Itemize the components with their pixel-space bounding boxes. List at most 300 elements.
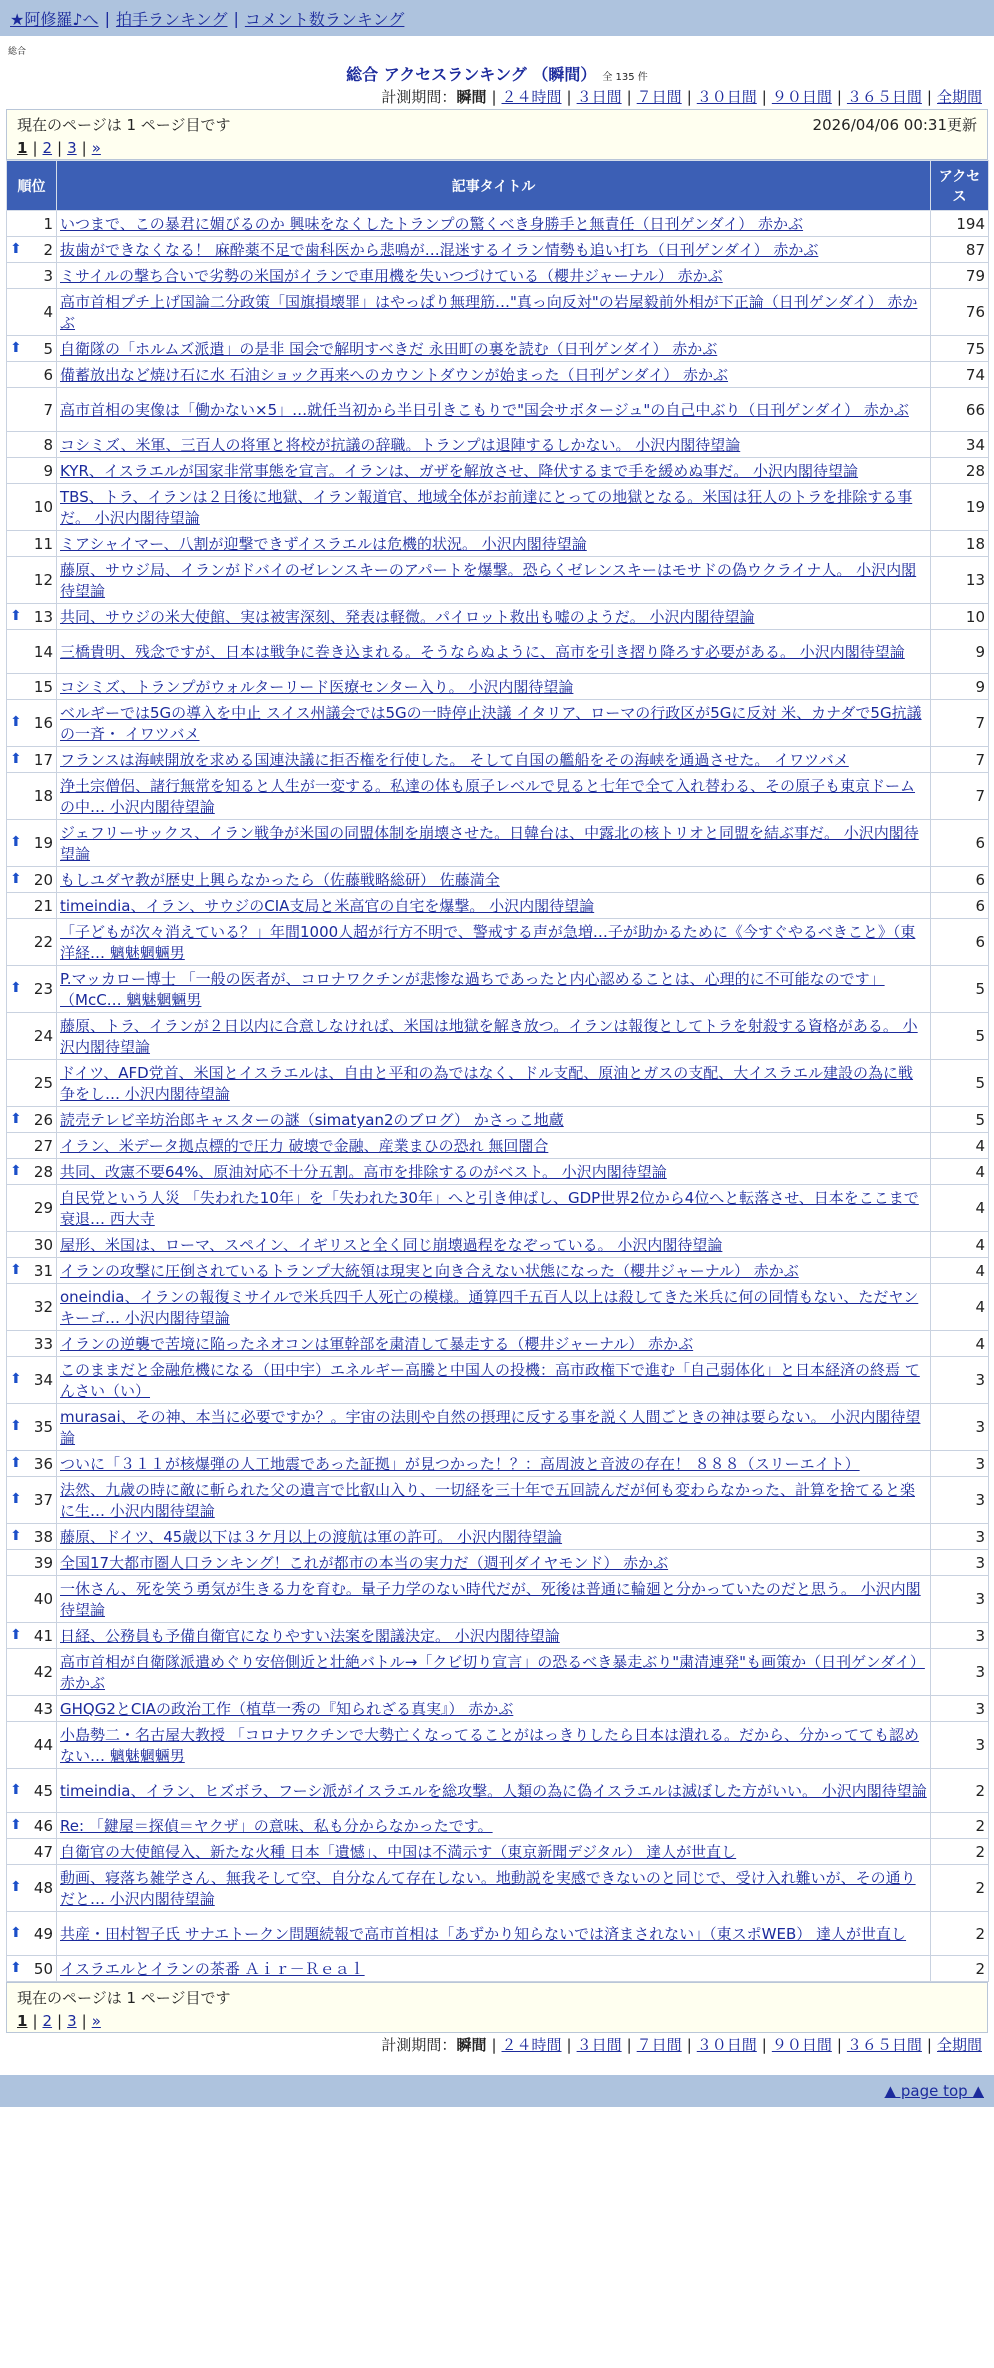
- rank-cell: [7, 1813, 57, 1839]
- current-page-text: 現在のページは 1 ページ目です: [17, 1989, 231, 2007]
- title-cell: [57, 1649, 931, 1696]
- title-cell: [57, 867, 931, 893]
- rank-number: 35: [33, 1418, 53, 1436]
- table-row: [7, 1060, 989, 1107]
- rank-number: 19: [33, 834, 53, 852]
- rank-cell: [7, 237, 57, 263]
- rank-cell: [7, 557, 57, 604]
- period-separator: |: [926, 2036, 932, 2054]
- period-separator: |: [626, 88, 632, 106]
- title-cell: [57, 1550, 931, 1576]
- access-count: 2: [931, 1912, 989, 1956]
- title-cell: [57, 1576, 931, 1623]
- up-arrow-icon: ⬆: [10, 714, 22, 730]
- update-timestamp: 2026/04/06 00:31更新: [812, 116, 977, 134]
- access-count: 3: [931, 1524, 989, 1550]
- rank-number: 47: [33, 1842, 53, 1861]
- title-cell: [57, 1284, 931, 1331]
- access-count: 5: [931, 1107, 989, 1133]
- table-row: [7, 919, 989, 966]
- rank-number: 9: [43, 461, 53, 480]
- article-link[interactable]: 備蓄放出など焼け石に水 石油ショック再来へのカウントダウンが始まった（日刊ゲンダイ） 赤かぶ: [60, 366, 729, 384]
- title-cell: [57, 1696, 931, 1722]
- access-count: 5: [931, 1060, 989, 1107]
- table-row: [7, 1133, 989, 1159]
- rank-cell: [7, 1477, 57, 1524]
- rank-cell: [7, 531, 57, 557]
- access-count: 194: [931, 211, 989, 237]
- article-link[interactable]: コシミズ、米軍、三百人の将軍と将校が抗議の辞職。トランプは退陣するしかない。 小沢内閣待望論: [60, 436, 741, 454]
- title-cell: [57, 557, 931, 604]
- table-row: [7, 966, 989, 1013]
- ranking-title: 総合 アクセスランキング （瞬間）: [346, 65, 597, 84]
- period-separator: |: [626, 2036, 632, 2054]
- article-link[interactable]: 浄土宗僧侶、諸行無常を知ると人生が一変する。私達の体も原子レベルで見ると七年で全て入れ替わる、その原子も東京ドームの中… 小沢内閣待望論: [60, 777, 916, 816]
- up-arrow-icon: ⬆: [10, 1879, 22, 1895]
- period-separator: |: [836, 2036, 842, 2054]
- rank-number: 2: [43, 240, 53, 259]
- rank-cell: [7, 362, 57, 388]
- page-separator: |: [57, 2012, 63, 2030]
- table-row: [7, 1865, 989, 1912]
- access-count: 3: [931, 1696, 989, 1722]
- table-row: [7, 336, 989, 362]
- access-count: 3: [931, 1550, 989, 1576]
- title-cell: [57, 484, 931, 531]
- period-separator: |: [836, 88, 842, 106]
- title-cell: [57, 1159, 931, 1185]
- rank-cell: [7, 1696, 57, 1722]
- access-count: 6: [931, 820, 989, 867]
- paging-box: [6, 109, 988, 160]
- rank-number: 11: [33, 534, 53, 553]
- table-row: [7, 674, 989, 700]
- rank-number: 25: [33, 1074, 53, 1092]
- title-cell: [57, 1107, 931, 1133]
- rank-number: 6: [43, 365, 53, 384]
- article-link[interactable]: 藤原、ドイツ、45歳以下は３ケ月以上の渡航は軍の許可。 小沢内閣待望論: [60, 1528, 563, 1546]
- article-link[interactable]: 高市首相が自衛隊派遣めぐり安倍側近と壮絶バトル→「クビ切り宣言」の恐るべき暴走ぶり"粛清連発"も画策か（日刊ゲンダイ） 赤かぶ: [60, 1653, 925, 1692]
- table-row: [7, 1524, 989, 1550]
- table-row: [7, 893, 989, 919]
- paging-info: [17, 1987, 977, 2008]
- article-link[interactable]: 「子どもが次々消えている？」年間1000人超が行方不明で、警戒する声が急増…子が助かるために《今すぐやるべきこと》（東洋経… 魑魅魍魎男: [60, 923, 916, 962]
- rank-cell: [7, 1357, 57, 1404]
- rank-number: 26: [33, 1110, 53, 1129]
- up-arrow-icon: ⬆: [10, 1261, 22, 1278]
- rank-number: 1: [43, 214, 53, 233]
- title-cell: [57, 388, 931, 432]
- page-title: [0, 62, 994, 85]
- access-count: 3: [931, 1357, 989, 1404]
- rank-cell: [7, 966, 57, 1013]
- table-row: [7, 237, 989, 263]
- table-row: [7, 557, 989, 604]
- table-row: [7, 1623, 989, 1649]
- table-row: [7, 531, 989, 557]
- article-link[interactable]: イラン、米データ拠点標的で圧力 破壊で金融、産業まひの恐れ 無回闇合: [60, 1137, 549, 1155]
- table-row: [7, 773, 989, 820]
- table-row: [7, 388, 989, 432]
- rank-cell: [7, 1159, 57, 1185]
- rank-cell: [7, 336, 57, 362]
- article-link[interactable]: 日経、公務員も予備自衛官になりやすい法案を閣議決定。 小沢内閣待望論: [60, 1627, 560, 1645]
- article-link[interactable]: 一休さん、死を笑う勇気が生きる力を育む。量子力学のない時代だが、死後は普通に輪廻と分かっていたのだと思う。 小沢内閣待望論: [60, 1580, 921, 1619]
- title-cell: [57, 1185, 931, 1232]
- access-count: 7: [931, 773, 989, 820]
- period-link[interactable]: ２４時間: [501, 2036, 562, 2054]
- article-link[interactable]: 屋形、米国は、ローマ、スペイン、イギリスと全く同じ崩壊過程をなぞっている。 小沢内閣待望論: [60, 1236, 723, 1254]
- next-page-link[interactable]: »: [91, 139, 101, 157]
- title-cell: [57, 432, 931, 458]
- article-link[interactable]: 読売テレビ辛坊治郎キャスターの謎（simatyan2のブログ） かさっこ地蔵: [60, 1111, 564, 1129]
- article-link[interactable]: このままだと金融危機になる（田中宇）エネルギー高騰と中国人の投機：高市政権下で進む「自己弱体化」と日本経済の終焉 てんさい（い）: [60, 1361, 920, 1400]
- table-row: [7, 1357, 989, 1404]
- title-header: 記事タイトル: [57, 161, 931, 211]
- title-cell: [57, 237, 931, 263]
- rank-number: 33: [33, 1334, 53, 1353]
- title-cell: [57, 458, 931, 484]
- rank-number: 21: [33, 896, 53, 915]
- current-page: 1: [17, 139, 28, 157]
- up-arrow-icon: ⬆: [10, 1110, 22, 1127]
- table-row: [7, 700, 989, 747]
- rank-cell: [7, 1451, 57, 1477]
- rank-cell: [7, 211, 57, 237]
- rank-cell: [7, 1331, 57, 1357]
- period-link[interactable]: ９０日間: [771, 2036, 832, 2054]
- period-link[interactable]: ２４時間: [501, 88, 562, 106]
- access-count: 34: [931, 432, 989, 458]
- article-link[interactable]: ジェフリーサックス、イラン戦争が米国の同盟体制を崩壊させた。日韓台は、中露北の核トリオと同盟を結ぶ事だ。 小沢内閣待望論: [60, 824, 919, 863]
- clap-ranking-link[interactable]: 拍手ランキング: [115, 9, 228, 29]
- page-link[interactable]: 3: [67, 2012, 77, 2030]
- table-row: [7, 1404, 989, 1451]
- article-link[interactable]: timeindia、イラン、サウジのCIA支局と米高官の自宅を爆撃。 小沢内閣待望論: [60, 897, 595, 915]
- rank-number: 40: [33, 1590, 53, 1608]
- page-link[interactable]: 3: [67, 139, 77, 157]
- top-nav: [0, 0, 994, 36]
- title-cell: [57, 263, 931, 289]
- rank-number: 29: [33, 1199, 53, 1217]
- article-link[interactable]: Re: 「鍵屋＝探偵＝ヤクザ」の意味、私も分からなかったです。: [60, 1817, 493, 1835]
- rank-cell: [7, 1550, 57, 1576]
- access-count: 79: [931, 263, 989, 289]
- rank-number: 48: [33, 1879, 53, 1897]
- period-link[interactable]: ３６５日間: [846, 88, 922, 106]
- rank-number: 43: [33, 1699, 53, 1718]
- rank-number: 38: [33, 1527, 53, 1546]
- table-row: [7, 458, 989, 484]
- article-link[interactable]: timeindia、イラン、ヒズボラ、フーシ派がイスラエルを総攻撃。人類の為に偽イスラエルは滅ぼした方がいい。 小沢内閣待望論: [60, 1782, 927, 1800]
- page-separator: |: [32, 2012, 38, 2030]
- article-link[interactable]: TBS、トラ、イランは２日後に地獄、イラン報道官、地域全体がお前達にとっての地獄となる。米国は狂人のトラを排除する事だ。 小沢内閣待望論: [60, 488, 913, 527]
- rank-cell: [7, 893, 57, 919]
- article-link[interactable]: P.マッカロー博士 「一般の医者が、コロナワクチンが悲惨な過ちであったと内心認めることは、心理的に不可能なのです」（McC… 魑魅魍魎男: [60, 970, 885, 1009]
- access-count: 4: [931, 1258, 989, 1284]
- title-cell: [57, 700, 931, 747]
- article-link[interactable]: 自衛官の大使館侵入、新たな火種 日本「遺憾」、中国は不満示す（東京新聞デジタル） 達人が世直し: [60, 1843, 737, 1861]
- period-link[interactable]: ７日間: [636, 2036, 682, 2054]
- rank-cell: [7, 1839, 57, 1865]
- access-count: 2: [931, 1865, 989, 1912]
- article-link[interactable]: 共同、改憲不要64%、原油対応不十分五割。高市を排除するのがベスト。 小沢内閣待望論: [60, 1163, 667, 1181]
- rank-cell: [7, 289, 57, 336]
- access-count: 7: [931, 747, 989, 773]
- page-top-link[interactable]: ▲ page top ▲: [884, 2082, 984, 2100]
- table-row: [7, 820, 989, 867]
- access-count: 19: [931, 484, 989, 531]
- next-page-link[interactable]: »: [91, 2012, 101, 2030]
- rank-cell: [7, 1258, 57, 1284]
- article-link[interactable]: コシミズ、トランプがウォルターリード医療センター入り。 小沢内閣待望論: [60, 678, 574, 696]
- rank-number: 3: [43, 266, 53, 285]
- title-cell: [57, 773, 931, 820]
- current-page-text: 現在のページは 1 ページ目です: [17, 116, 231, 134]
- table-row: [7, 747, 989, 773]
- page-separator: |: [57, 139, 63, 157]
- page-separator: |: [81, 2012, 87, 2030]
- table-row: [7, 484, 989, 531]
- article-link[interactable]: ドイツ、AFD党首、米国とイスラエルは、自由と平和の為ではなく、ドル支配、原油とガスの支配、大イスラエル建設の為に戦争をし… 小沢内閣待望論: [60, 1064, 914, 1103]
- access-count: 76: [931, 289, 989, 336]
- title-cell: [57, 1451, 931, 1477]
- period-link[interactable]: ９０日間: [771, 88, 832, 106]
- up-arrow-icon: ⬆: [10, 1924, 22, 1941]
- access-count: 4: [931, 1159, 989, 1185]
- period-separator: |: [566, 2036, 572, 2054]
- rank-cell: [7, 1013, 57, 1060]
- period-link[interactable]: 全期間: [936, 88, 982, 106]
- rank-cell: [7, 747, 57, 773]
- up-arrow-icon: ⬆: [10, 834, 22, 850]
- article-link[interactable]: フランスは海峡開放を求める国連決議に拒否権を行使した。 そして自国の艦船をその海峡を通過させた。 イワツバメ: [60, 751, 849, 769]
- rank-number: 42: [33, 1663, 53, 1681]
- access-count: 9: [931, 630, 989, 674]
- title-cell: [57, 1232, 931, 1258]
- article-link[interactable]: ミアシャイマー、八割が迎撃できずイスラエルは危機的状況。 小沢内閣待望論: [60, 535, 587, 553]
- rank-cell: [7, 1232, 57, 1258]
- access-count: 5: [931, 966, 989, 1013]
- article-link[interactable]: 法然、九歳の時に敵に斬られた父の遺言で比叡山入り、一切経を三十年で五回読んだが何も変わらなかった、計算を捨てると楽に生… 小沢内閣待望論: [60, 1481, 916, 1520]
- period-current: 瞬間: [456, 2036, 487, 2054]
- up-arrow-icon: ⬆: [10, 1491, 22, 1507]
- rank-cell: [7, 1133, 57, 1159]
- rank-number: 44: [33, 1736, 53, 1754]
- period-separator: |: [566, 88, 572, 106]
- article-link[interactable]: 動画、寝落ち雑学さん、無我そして空、自分なんて存在しない。地動説を実感できないのと同じで、受け入れ難いが、その通りだと… 小沢内閣待望論: [60, 1869, 916, 1908]
- page-separator: |: [81, 139, 87, 157]
- up-arrow-icon: ⬆: [10, 1781, 22, 1798]
- rank-cell: [7, 484, 57, 531]
- title-cell: [57, 630, 931, 674]
- rank-cell: [7, 1912, 57, 1956]
- rank-cell: [7, 1956, 57, 1982]
- article-link[interactable]: 抜歯ができなくなる！ 麻酔薬不足で歯科医から悲鳴が…混迷するイラン情勢も追い打ち（日刊ゲンダイ） 赤かぶ: [60, 241, 819, 259]
- article-link[interactable]: 自衛隊の「ホルムズ派遣」の是非 国会で解明すべきだ 永田町の裏を読む（日刊ゲンダイ） 赤かぶ: [60, 340, 718, 358]
- article-link[interactable]: 共産・田村智子氏 サナエトークン問題続報で高市首相は「あずかり知らないでは済まされない」（東スポWEB） 達人が世直し: [60, 1925, 907, 1943]
- article-link[interactable]: 高市首相プチ上げ国論二分政策「国旗損壊罪」はやっぱり無理筋…"真っ向反対"の岩屋毅前外相が下正論（日刊ゲンダイ） 赤かぶ: [60, 293, 918, 332]
- access-count: 18: [931, 531, 989, 557]
- nav-separator: |: [233, 8, 239, 28]
- title-cell: [57, 1331, 931, 1357]
- rank-cell: [7, 773, 57, 820]
- table-row: [7, 1232, 989, 1258]
- period-link[interactable]: ３０日間: [696, 88, 757, 106]
- period-link[interactable]: ３６５日間: [846, 2036, 922, 2054]
- page-link[interactable]: 2: [42, 139, 53, 157]
- article-link[interactable]: イスラエルとイランの茶番 Ａｉｒ－Ｒｅａｌ: [60, 1960, 365, 1978]
- rank-cell: [7, 1284, 57, 1331]
- title-cell: [57, 1839, 931, 1865]
- period-separator: |: [491, 88, 497, 106]
- table-row: [7, 604, 989, 630]
- table-row: [7, 1722, 989, 1769]
- access-count: 2: [931, 1813, 989, 1839]
- access-count: 28: [931, 458, 989, 484]
- rank-header: 順位: [7, 161, 57, 211]
- article-link[interactable]: イランの攻撃に圧倒されているトランプ大統領は現実と向き合えない状態になった（櫻井ジャーナル） 赤かぶ: [60, 1262, 799, 1280]
- article-link[interactable]: 藤原、トラ、イランが２日以内に合意しなければ、米国は地獄を解き放つ。イランは報復としてトラを射殺する資格がある。 小沢内閣待望論: [60, 1017, 918, 1056]
- title-cell: [57, 747, 931, 773]
- title-cell: [57, 1133, 931, 1159]
- rank-cell: [7, 1865, 57, 1912]
- up-arrow-icon: ⬆: [10, 1527, 22, 1544]
- up-arrow-icon: ⬆: [10, 870, 22, 887]
- title-cell: [57, 966, 931, 1013]
- rank-number: 45: [33, 1781, 53, 1800]
- comment-ranking-link[interactable]: コメント数ランキング: [244, 9, 405, 29]
- article-link[interactable]: 小島勢二・名古屋大教授 「コロナワクチンで大勢亡くなってることがはっきりしたら日本は潰れる。だから、分かってても認めない… 魑魅魍魎男: [60, 1726, 920, 1765]
- access-count: 3: [931, 1623, 989, 1649]
- table-row: [7, 1331, 989, 1357]
- article-link[interactable]: イランの逆襲で苦境に陥ったネオコンは軍幹部を粛清して暴走する（櫻井ジャーナル） 赤かぶ: [60, 1335, 694, 1353]
- rank-number: 18: [33, 787, 53, 805]
- rank-cell: [7, 1524, 57, 1550]
- table-row: [7, 1107, 989, 1133]
- rank-number: 50: [33, 1959, 53, 1978]
- period-label: 計測期間：: [381, 2036, 457, 2054]
- rank-cell: [7, 1722, 57, 1769]
- up-arrow-icon: ⬆: [10, 1626, 22, 1643]
- up-arrow-icon: ⬆: [10, 980, 22, 996]
- table-row: [7, 1912, 989, 1956]
- home-link[interactable]: ★阿修羅♪へ: [10, 9, 99, 29]
- rank-number: 28: [33, 1162, 53, 1181]
- table-row: [7, 1013, 989, 1060]
- title-cell: [57, 336, 931, 362]
- rank-cell: [7, 1576, 57, 1623]
- rank-cell: [7, 458, 57, 484]
- article-link[interactable]: GHQG2とCIAの政治工作（植草一秀の『知られざる真実』） 赤かぶ: [60, 1700, 514, 1718]
- rank-cell: [7, 604, 57, 630]
- access-count: 3: [931, 1451, 989, 1477]
- title-cell: [57, 1060, 931, 1107]
- article-link[interactable]: いつまで、この暴君に媚びるのか 興味をなくしたトランプの驚くべき身勝手と無責任（日刊ゲンダイ） 赤かぶ: [60, 215, 804, 233]
- access-count: 2: [931, 1769, 989, 1813]
- table-row: [7, 1769, 989, 1813]
- period-link[interactable]: ３日間: [576, 88, 622, 106]
- article-link[interactable]: 全国17大都市圏人口ランキング！これが都市の本当の実力だ（週刊ダイヤモンド） 赤かぶ: [60, 1554, 669, 1572]
- article-link[interactable]: 高市首相の実像は「働かない×5」…就任当初から半日引きこもりで"国会サボタージュ"の自己中ぶり（日刊ゲンダイ） 赤かぶ: [60, 401, 909, 419]
- period-link[interactable]: 全期間: [936, 2036, 982, 2054]
- up-arrow-icon: ⬆: [10, 1418, 22, 1434]
- article-link[interactable]: ミサイルの撃ち合いで劣勢の米国がイランで車用機を失いつづけている（櫻井ジャーナル） 赤かぶ: [60, 267, 723, 285]
- total-count: 全 135 件: [602, 72, 648, 83]
- article-link[interactable]: 三橋貴明、残念ですが、日本は戦争に巻き込まれる。そうならぬように、高市を引き摺り降ろす必要がある。 小沢内閣待望論: [60, 643, 905, 661]
- title-cell: [57, 919, 931, 966]
- rank-cell: [7, 1623, 57, 1649]
- article-link[interactable]: 自民党という人災 「失われた10年」を「失われた30年」へと引き伸ばし、GDP世界2位から4位へと転落させ、日本をここまで衰退… 西大寺: [60, 1189, 919, 1228]
- table-row: [7, 211, 989, 237]
- access-count: 10: [931, 604, 989, 630]
- rank-cell: [7, 1649, 57, 1696]
- period-link[interactable]: ７日間: [636, 88, 682, 106]
- period-label: 計測期間：: [381, 88, 457, 106]
- period-separator: |: [926, 88, 932, 106]
- title-cell: [57, 1623, 931, 1649]
- article-link[interactable]: oneindia、イランの報復ミサイルで米兵四千人死亡の模様。通算四千五百人以上は殺してきた米兵に何の同情もない、ただヤンキーゴ… 小沢内閣待望論: [60, 1288, 919, 1327]
- period-link[interactable]: ３０日間: [696, 2036, 757, 2054]
- access-count: 4: [931, 1284, 989, 1331]
- up-arrow-icon: ⬆: [10, 1816, 22, 1833]
- rank-number: 15: [33, 677, 53, 696]
- article-link[interactable]: KYR、イスラエルが国家非常事態を宣言。イランは、ガザを解放させ、降伏するまで手を緩めぬ事だ。 小沢内閣待望論: [60, 462, 859, 480]
- title-cell: [57, 1722, 931, 1769]
- access-count: 5: [931, 1013, 989, 1060]
- table-row: [7, 289, 989, 336]
- title-cell: [57, 820, 931, 867]
- table-row: [7, 1284, 989, 1331]
- table-row: [7, 1185, 989, 1232]
- rank-cell: [7, 1060, 57, 1107]
- article-link[interactable]: ベルギーでは5Gの導入を中止 スイス州議会では5Gの一時停止決議 イタリア、ローマの行政区が5Gに反対 米、カナダで5G抗議の一斉・ イワツバメ: [60, 704, 922, 743]
- table-row: [7, 1839, 989, 1865]
- access-count: 7: [931, 700, 989, 747]
- article-link[interactable]: ついに「３１１が核爆弾の人工地震であった証拠」が見つかった！？：高周波と音波の存在！ ８８８（スリーエイト）: [60, 1455, 860, 1473]
- access-count: 75: [931, 336, 989, 362]
- title-cell: [57, 1013, 931, 1060]
- table-row: [7, 1258, 989, 1284]
- rank-number: 39: [33, 1553, 53, 1572]
- title-cell: [57, 674, 931, 700]
- up-arrow-icon: ⬆: [10, 1959, 22, 1976]
- article-link[interactable]: murasai、その神、本当に必要ですか？。宇宙の法則や自然の摂理に反する事を説く人間ごときの神は要らない。 小沢内閣待望論: [60, 1408, 921, 1447]
- rank-cell: [7, 388, 57, 432]
- access-count: 4: [931, 1133, 989, 1159]
- nav-separator: |: [104, 8, 110, 28]
- up-arrow-icon: ⬆: [10, 607, 22, 624]
- rank-cell: [7, 1185, 57, 1232]
- access-count: 3: [931, 1404, 989, 1451]
- title-cell: [57, 1477, 931, 1524]
- article-link[interactable]: もしユダヤ教が歴史上興らなかったら（佐藤戦略総研） 佐藤満全: [60, 871, 500, 889]
- rank-cell: [7, 263, 57, 289]
- rank-number: 5: [43, 339, 53, 358]
- title-cell: [57, 1769, 931, 1813]
- title-cell: [57, 1813, 931, 1839]
- access-count: 3: [931, 1649, 989, 1696]
- article-link[interactable]: 共同、サウジの米大使館、実は被害深刻、発表は軽微。パイロット救出も嘘のようだ。 小沢内閣待望論: [60, 608, 755, 626]
- article-link[interactable]: 藤原、サウジ局、イランがドバイのゼレンスキーのアパートを爆撃。恐らくゼレンスキーはモサドの偽ウクライナ人。 小沢内閣待望論: [60, 561, 917, 600]
- rank-number: 7: [43, 400, 53, 419]
- period-selector-bottom: [0, 2033, 994, 2057]
- period-link[interactable]: ３日間: [576, 2036, 622, 2054]
- page-link[interactable]: 2: [42, 2012, 53, 2030]
- access-count: 6: [931, 919, 989, 966]
- table-row: [7, 1813, 989, 1839]
- access-count: 3: [931, 1722, 989, 1769]
